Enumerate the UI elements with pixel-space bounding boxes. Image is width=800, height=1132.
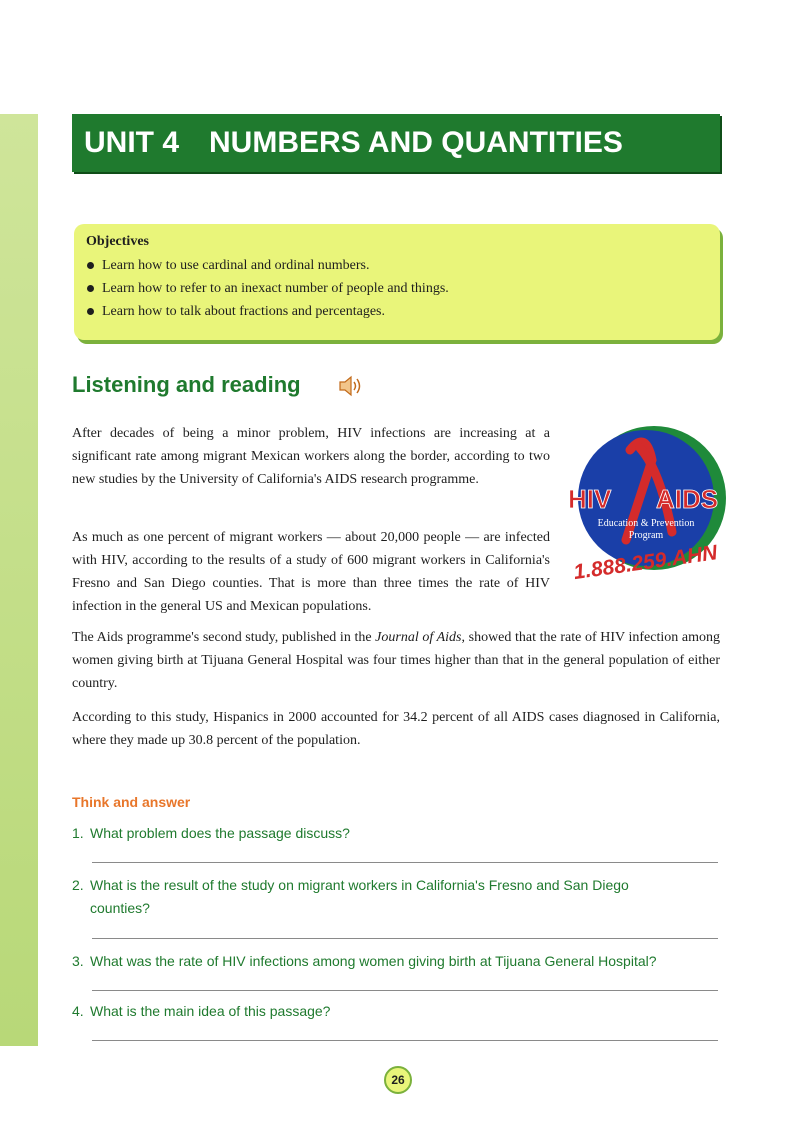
logo-hiv-text: HIV (568, 484, 612, 514)
hiv-aids-logo (560, 420, 732, 590)
objectives-heading: Objectives (86, 234, 149, 249)
passage-paragraph-3: The Aids programme's second study, published in the Journal of Aids, showed that the rate of HIV infection among women giving birth at Tijuana General Hospital was four times higher than that in the general population of either country. (72, 630, 720, 691)
objectives-list (86, 254, 708, 323)
objective-item: Learn how to talk about fractions and percentages. (86, 300, 708, 323)
side-decoration-bar (0, 114, 38, 1046)
unit-title: NUMBERS AND QUANTITIES (209, 126, 623, 159)
objective-item: Learn how to use cardinal and ordinal numbers. (86, 254, 708, 277)
answer-line-4[interactable] (92, 1040, 718, 1041)
bullet-icon (87, 285, 94, 292)
question-3: 3. What was the rate of HIV infections among women giving birth at Tijuana General Hospital? (72, 953, 657, 969)
bullet-icon (87, 308, 94, 315)
logo-phone: 1.888.259.AHN (572, 541, 719, 585)
objective-item: Learn how to refer to an inexact number of people and things. (86, 277, 708, 300)
section-title: Listening and reading (72, 372, 301, 397)
page-number: 26 (384, 1066, 412, 1094)
bullet-icon (87, 262, 94, 269)
answer-line-1[interactable] (92, 862, 718, 863)
unit-banner (72, 114, 720, 172)
passage-paragraph-1: After decades of being a minor problem, HIV infections are increasing at a significant rate among migrant Mexican workers along the border, according to two new studies by the University of California's AIDS research programme. (72, 426, 550, 487)
think-title: Think and answer (72, 794, 191, 810)
question-2: 2. What is the result of the study on migrant workers in California's Fresno and San Diego counties? (72, 877, 629, 916)
unit-label: UNIT 4 (84, 126, 180, 159)
passage-paragraph-2: As much as one percent of migrant workers — about 20,000 people — are infected with HIV, according to the results of a study of 600 migrant workers in California's Fresno and San Diego counties. That is more than three times the rate of HIV infection in the general US and Mexican populations. (72, 530, 550, 614)
question-1: 1. What problem does the passage discuss? (72, 825, 350, 841)
objectives-box (74, 224, 720, 340)
journal-title: Journal of Aids (375, 630, 462, 645)
question-4: 4. What is the main idea of this passage? (72, 1003, 331, 1019)
logo-aids-text: AIDS (656, 484, 719, 514)
answer-line-3[interactable] (92, 990, 718, 991)
logo-line3: Program (628, 530, 664, 541)
answer-line-2[interactable] (92, 938, 718, 939)
speaker-icon[interactable] (338, 374, 364, 398)
logo-line2: Education & Prevention (597, 518, 695, 529)
passage-paragraph-4: According to this study, Hispanics in 2000 accounted for 34.2 percent of all AIDS cases diagnosed in California, where they made up 30.8 percent of the population. (72, 710, 720, 748)
